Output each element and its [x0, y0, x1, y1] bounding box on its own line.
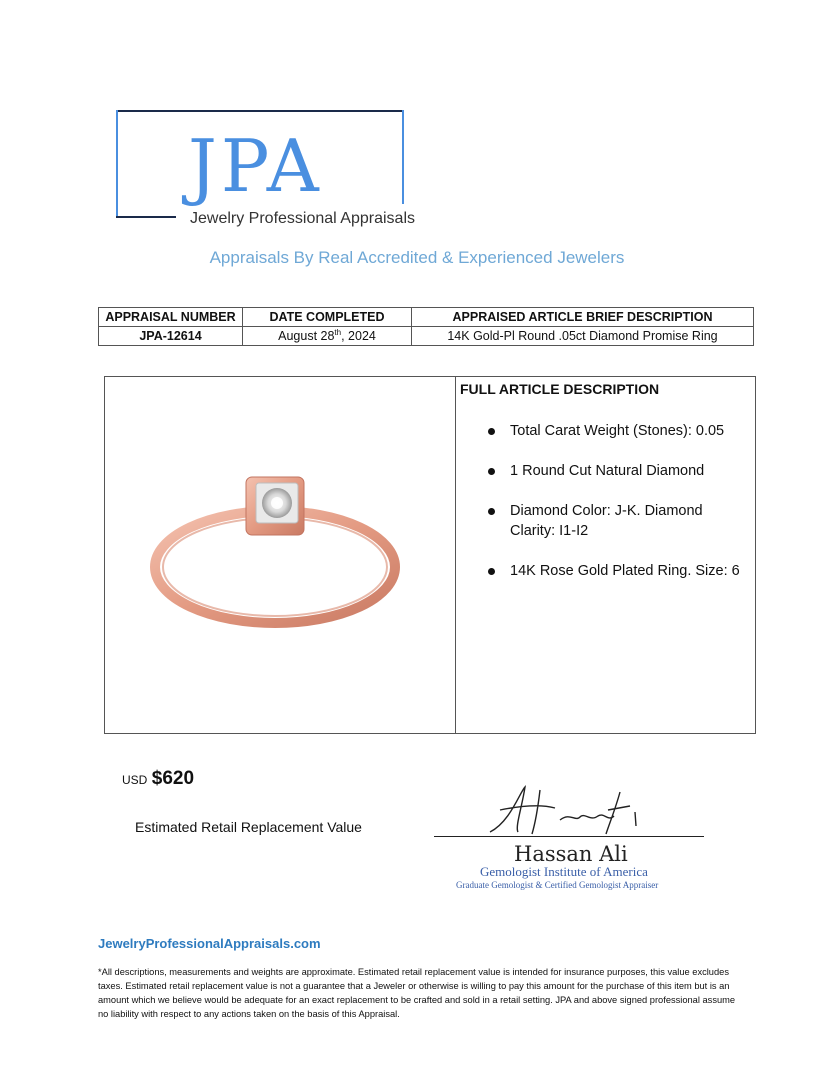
ring-image	[105, 377, 455, 733]
signer-organization: Gemologist Institute of America	[480, 864, 648, 879]
bullet-icon	[488, 428, 495, 435]
value-currency: USD	[122, 773, 148, 787]
logo-line-top	[116, 110, 404, 112]
description-text: 1 Round Cut Natural Diamond	[510, 463, 705, 479]
website-link[interactable]: JewelryProfessionalAppraisals.com	[98, 936, 321, 951]
retail-value	[122, 768, 194, 790]
list-item	[488, 501, 748, 541]
value-amount: $620	[151, 768, 195, 789]
summary-value-row	[99, 327, 754, 346]
description-list	[488, 421, 748, 601]
summary-header-row	[99, 308, 754, 327]
article-image-cell	[105, 377, 456, 733]
appraisal-number: JPA-12614	[99, 327, 243, 346]
signature-scribble	[480, 782, 660, 842]
signer-name: Hassan Ali	[514, 842, 628, 866]
header-brief-description: APPRAISED ARTICLE BRIEF DESCRIPTION	[412, 308, 754, 327]
brief-description: 14K Gold-Pl Round .05ct Diamond Promise Ring	[412, 327, 754, 346]
date-suffix: th	[334, 328, 342, 338]
header-appraisal-number: APPRAISAL NUMBER	[99, 308, 243, 327]
full-description-title: FULL ARTICLE DESCRIPTION	[460, 381, 660, 397]
description-text: Total Carat Weight (Stones): 0.05	[510, 423, 725, 439]
article-box	[104, 376, 756, 734]
list-item	[488, 421, 748, 441]
date-completed	[243, 327, 412, 346]
value-label: Estimated Retail Replacement Value	[135, 819, 362, 835]
list-item	[488, 461, 748, 481]
description-text: 14K Rose Gold Plated Ring. Size: 6	[510, 563, 740, 579]
logo-line-left	[116, 110, 118, 218]
logo-letters: JPA	[188, 124, 323, 208]
summary-table	[98, 307, 754, 346]
tagline: Appraisals By Real Accredited & Experienced Jewelers	[209, 248, 625, 267]
signer-title: Graduate Gemologist & Certified Gemologist Appraiser	[456, 880, 659, 890]
date-year: , 2024	[341, 329, 376, 344]
article-description-cell	[456, 377, 755, 733]
logo-line-right	[402, 110, 404, 204]
logo-subtitle: Jewelry Professional Appraisals	[190, 210, 415, 227]
header-date-completed: DATE COMPLETED	[243, 308, 412, 327]
list-item	[488, 561, 748, 581]
disclaimer: *All descriptions, measurements and weights are approximate. Estimated retail replacement value is intended for insurance purposes, this value excludes taxes. Estimated retail replacement value is not a guarantee that a Jeweler or otherwise is willing to pay this amount for the purchase of this item but is an amount which we believe would be adequate for an exact replacement to be crafted and sold in a retail setting. JPA and above signed professional assume no liability with respect to any actions taken on the basis of this Appraisal.	[98, 967, 736, 1019]
bullet-icon	[488, 568, 495, 575]
date-prefix: August 28	[278, 329, 335, 344]
logo-line-bottom	[116, 216, 176, 218]
bullet-icon	[488, 468, 495, 475]
description-text: Diamond Color: J-K. Diamond Clarity: I1-I2	[510, 503, 703, 539]
signature-line	[434, 836, 704, 837]
bullet-icon	[488, 508, 495, 515]
